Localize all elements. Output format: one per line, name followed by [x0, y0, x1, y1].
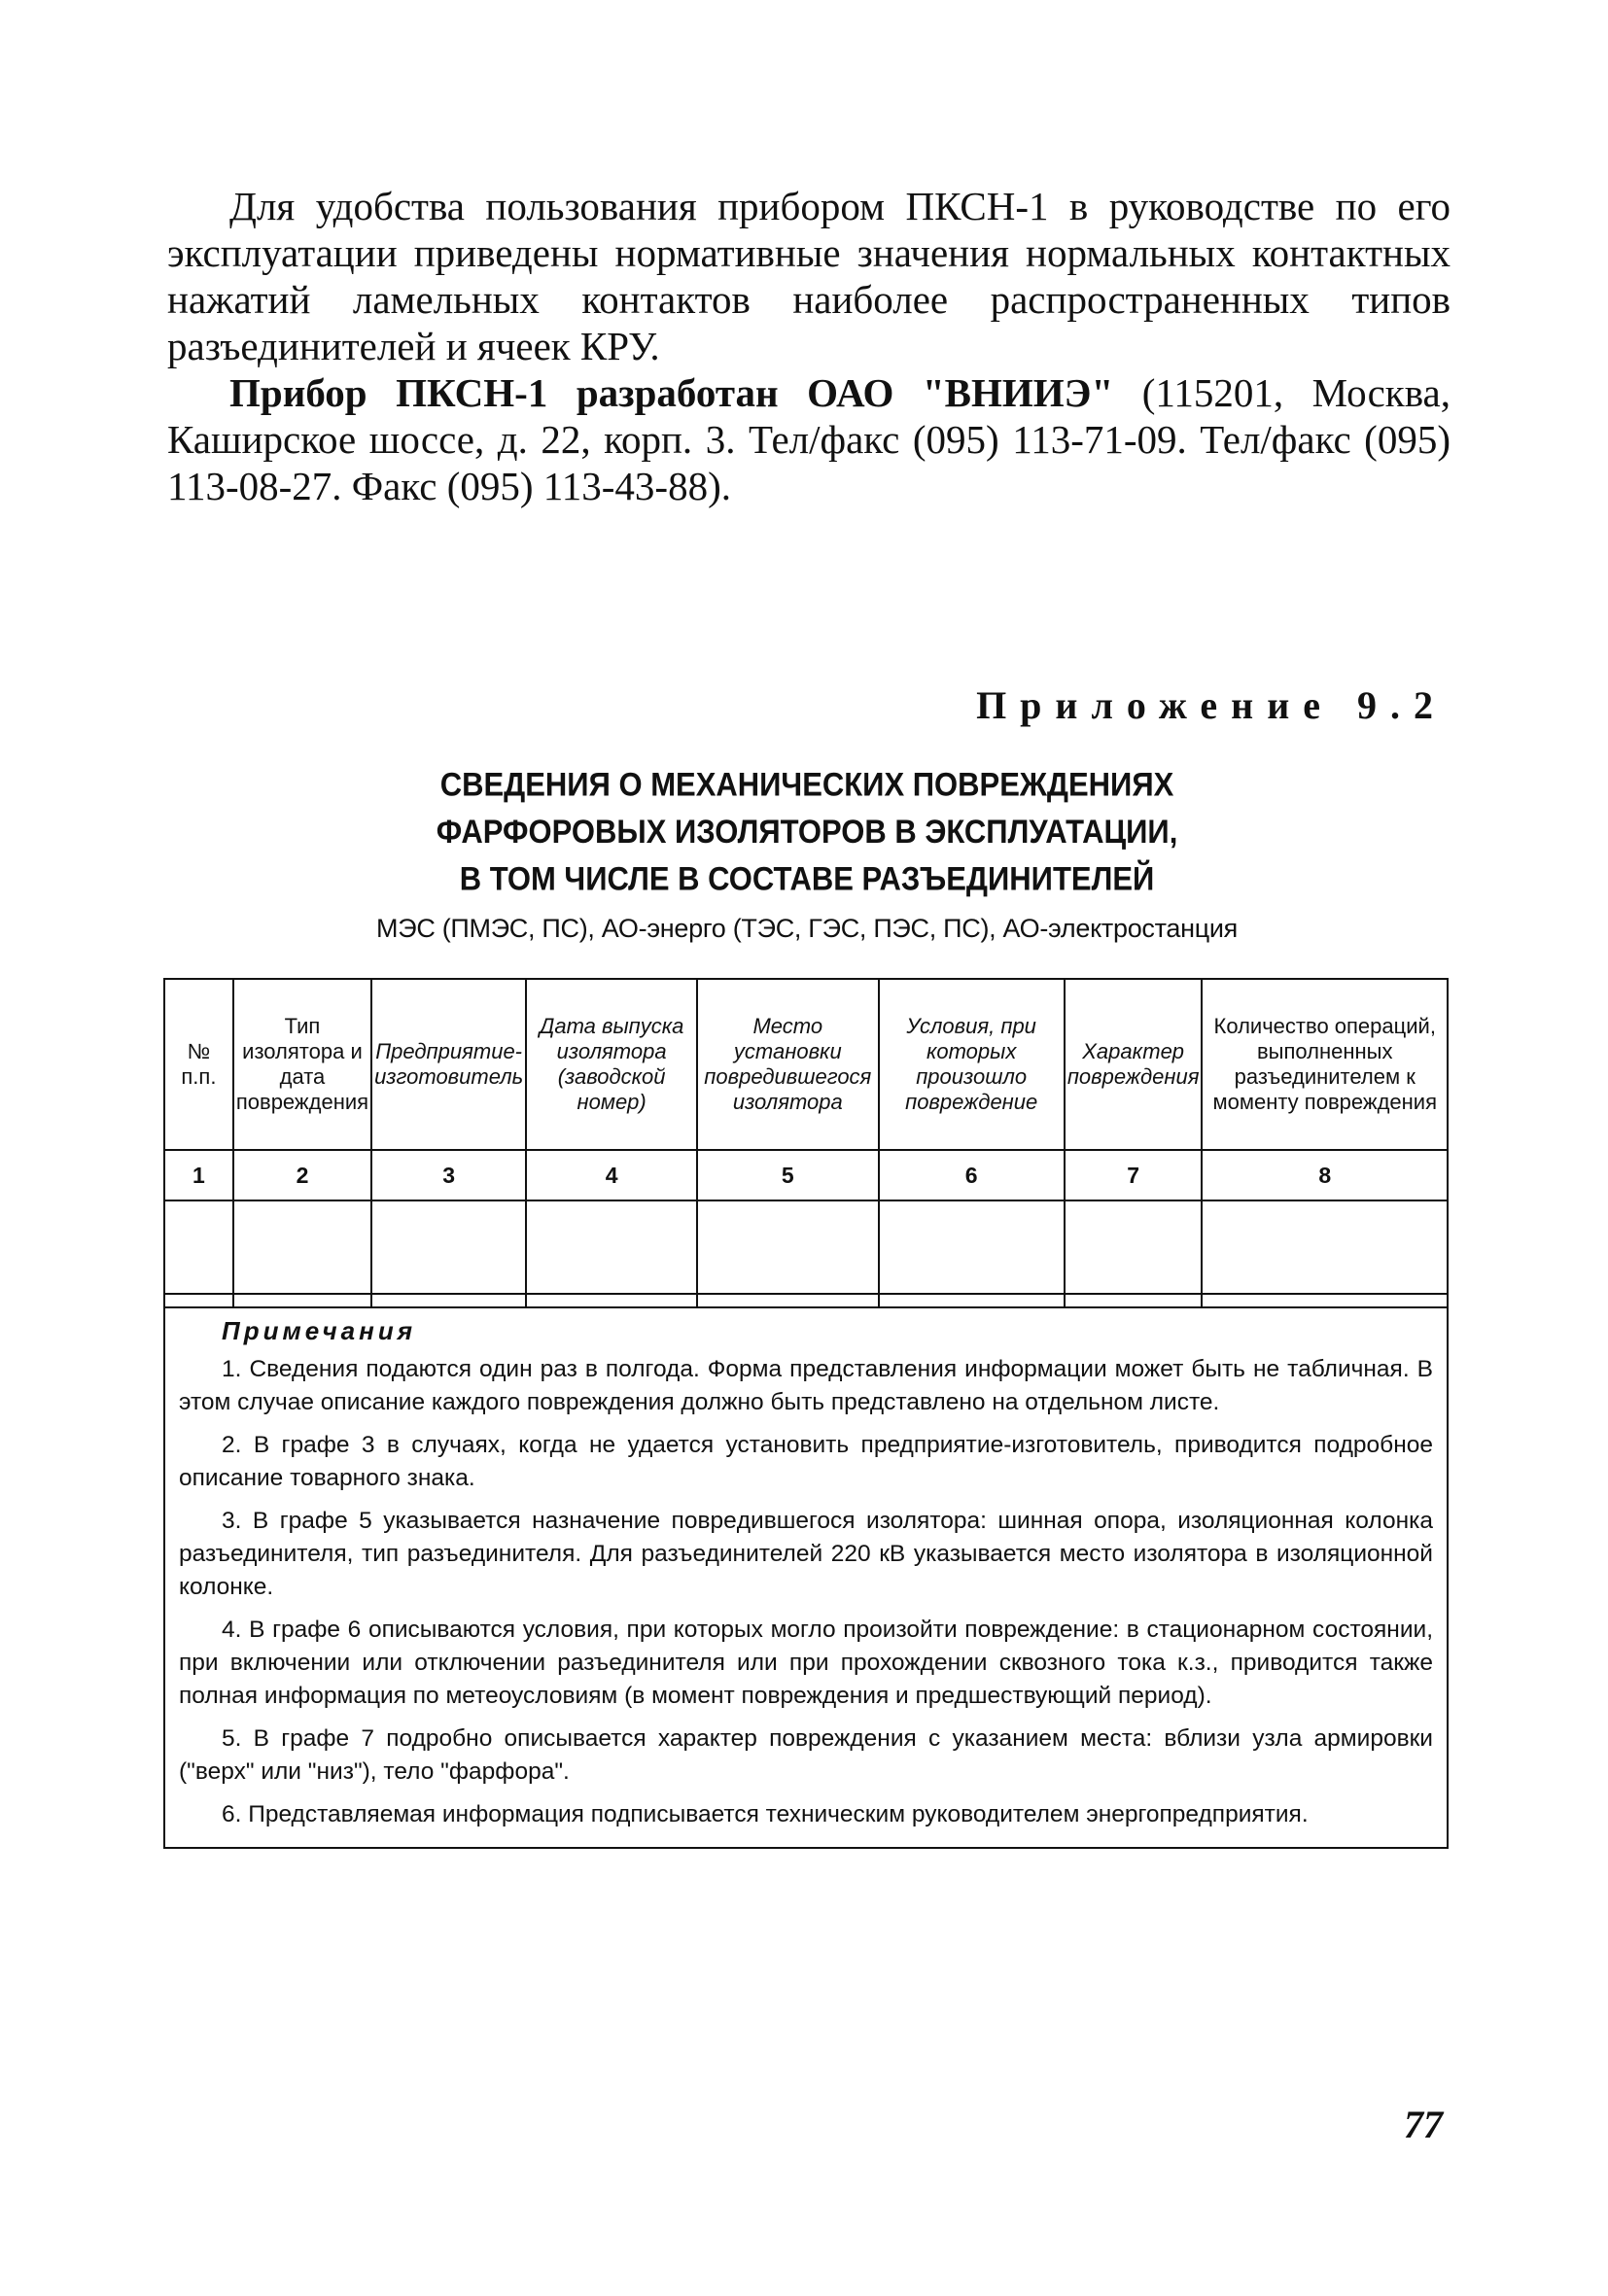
table-header-cell: Характер повреждения [1065, 979, 1203, 1150]
form-title-line-1: СВЕДЕНИЯ О МЕХАНИЧЕСКИХ ПОВРЕЖДЕНИЯХ [439, 765, 1174, 804]
table-number-row [164, 1150, 1448, 1200]
note-item: 1. Сведения подаются один раз в полгода. Форма представления информации может быть не табличная. В этом случае описание каждого повреждения должно быть представлено на отдельном листе. [179, 1356, 1433, 1415]
intro-paragraph-2-rest: (115201, Москва, Каширское шоссе, д. 22, корп. 3. Тел/факс (095) 113-71-09. Тел/факс (095) 113-08-27. Факс (095) 113-43-88). [167, 370, 1451, 508]
table-empty-cell [697, 1200, 878, 1307]
notes-content [179, 1314, 1433, 1841]
form-title [175, 761, 1439, 902]
table-header-row [164, 979, 1448, 1150]
table-number-cell: 6 [879, 1150, 1065, 1200]
form-title-line-2: ФАРФОРОВЫХ ИЗОЛЯТОРОВ В ЭКСПЛУАТАЦИИ, [436, 813, 1178, 851]
table-empty-cell [1202, 1200, 1448, 1307]
table-number-cell: 4 [526, 1150, 697, 1200]
table-empty-cell [371, 1200, 526, 1307]
damage-report-table [163, 978, 1449, 1308]
table-number-cell: 1 [164, 1150, 233, 1200]
table-header-cell: № п.п. [164, 979, 233, 1150]
table-number-cell: 2 [233, 1150, 371, 1200]
intro-paragraph-1: Для удобства пользования прибором ПКСН-1 в руководстве по его эксплуатации приведены нормативные значения нормальных контактных нажатий ламельных контактов наиболее распространенных типов разъединителей и ячеек КРУ. [167, 184, 1451, 368]
table-header-cell: Тип изолятора и дата повреждения [233, 979, 371, 1150]
table-empty-cell [879, 1200, 1065, 1307]
note-item: 5. В графе 7 подробно описывается характер повреждения с указанием места: вблизи узла армировки ("верх" или "низ"), тело "фарфора". [179, 1725, 1433, 1785]
note-item: 6. Представляемая информация подписывается техническим руководителем энергопредприятия. [222, 1801, 1309, 1827]
table-header-cell: Условия, при которых произошло повреждение [879, 979, 1065, 1150]
note-item: 4. В графе 6 описываются условия, при которых могло произойти повреждение: в стационарном состоянии, при включении или отключении разъединителя или при прохождении сквозного тока к.з., приводится также полная информация по метеоусловиям (в момент повреждения и предшествующий период). [179, 1617, 1433, 1709]
note-item: 3. В графе 5 указывается назначение поврeдившегося изолятора: шинная опора, изоляционная колонка разъединителя, тип разъединителя. Для разъединителей 220 кВ указывается место изолятора в изоляционной колонке. [179, 1508, 1433, 1600]
table-empty-cell [233, 1200, 371, 1307]
appendix-label: Приложение 9.2 [976, 683, 1447, 727]
table-empty-row [164, 1200, 1448, 1307]
notes-heading: Примечания [222, 1316, 417, 1345]
table-header-cell: Количество операций, выполненных разъединителем к моменту повреждения [1202, 979, 1448, 1150]
intro-paragraph-2-bold: Прибор ПКСН-1 разработан ОАО "ВНИИЭ" [229, 370, 1114, 415]
note-item: 2. В графе 3 в случаях, когда не удается установить предприятие-изготовитель, приводится подробное описание товарного знака. [179, 1432, 1433, 1491]
intro-text [167, 183, 1451, 509]
table-header-cell: Место установки повредившегося изолятора [697, 979, 878, 1150]
table-number-cell: 7 [1065, 1150, 1203, 1200]
table-empty-cell [526, 1200, 697, 1307]
form-subtitle: МЭС (ПМЭС, ПС), АО-энерго (ТЭС, ГЭС, ПЭС, ПС), АО-электростанция [376, 914, 1238, 943]
table-header-cell: Предприятие-изготовитель [371, 979, 526, 1150]
table-header-cell: Дата выпуска изолятора (заводской номер) [526, 979, 697, 1150]
form-title-line-3: В ТОМ ЧИСЛЕ В СОСТАВЕ РАЗЪЕДИНИТЕЛЕЙ [459, 859, 1155, 898]
table-empty-cell [1065, 1200, 1203, 1307]
table-number-cell: 3 [371, 1150, 526, 1200]
notes-box [163, 1293, 1449, 1849]
intro-paragraph-2 [167, 369, 1451, 509]
page-number: 77 [1404, 2103, 1443, 2146]
table-number-cell: 8 [1202, 1150, 1448, 1200]
table-empty-cell [164, 1200, 233, 1307]
table-number-cell: 5 [697, 1150, 878, 1200]
